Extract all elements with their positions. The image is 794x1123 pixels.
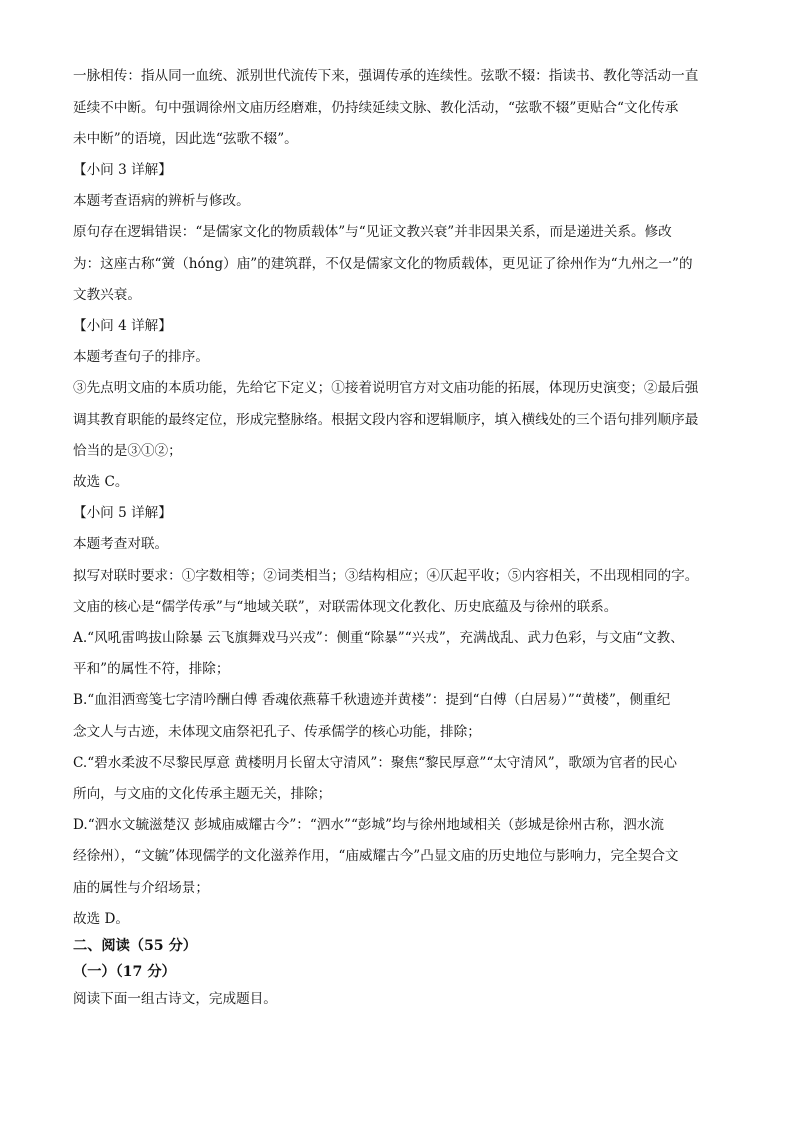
text-line: D.“泗水文毓滋楚汉 彭城庙威耀古今”：“泗水”“彭城”均与徐州地域相关（彭城是徐州古称，泗水流 (73, 817, 664, 833)
text-line: 故选 C。 (73, 474, 129, 490)
text-line: ③先点明文庙的本质功能，先给它下定义；①接着说明官方对文庙功能的拓展，体现历史演变；②最后强 (73, 380, 699, 396)
sub-question-heading: 【小问 4 详解】 (73, 318, 172, 334)
text-line: 恰当的是③①②； (73, 443, 182, 459)
text-line: 本题考查对联。 (73, 536, 169, 552)
text-line: 原句存在逻辑错误：“是儒家文化的物质载体”与“见证文教兴衰”并非因果关系，而是递进关系。修改 (73, 224, 672, 240)
text-line: 念文人与古迹，未体现文庙祭祀孔子、传承儒学的核心功能，排除； (73, 724, 481, 740)
text-line: 文教兴衰。 (73, 287, 141, 303)
sub-section-heading: （一）（17 分） (73, 964, 176, 980)
text-line: A.“风吼雷鸣拔山除暴 云飞旗舞戏马兴戎”：侧重“除暴”“兴戎”，充满战乱、武力色彩，与文庙“文教、 (73, 630, 684, 646)
text-line: 一脉相传：指从同一血统、派别世代流传下来，强调传承的连续性。弦歌不辍：指读书、教化等活动一直 (73, 68, 699, 84)
text-line: 为：这座古称“黉（hóng）庙”的建筑群，不仅是儒家文化的物质载体，更见证了徐州作为“九州之一”的 (73, 256, 693, 272)
text-line: 平和”的属性不符，排除； (73, 661, 230, 677)
text-line: 本题考查语病的辨析与修改。 (73, 193, 250, 209)
text-line: 未中断”的语境，因此选“弦歌不辍”。 (73, 131, 298, 147)
text-line: 所向，与文庙的文化传承主题无关，排除； (73, 786, 332, 802)
text-line: 延续不中断。句中强调徐州文庙历经磨难，仍持续延续文脉、教化活动，“弦歌不辍”更贴合“文化传承 (73, 100, 679, 116)
text-line: 庙的属性与介绍场景； (73, 880, 209, 896)
section-heading: 二、阅读（55 分） (73, 938, 197, 954)
text-line: B.“血泪洒鸾笺七字清吟酬白傅 香魂依燕幕千秋遗迹并黄楼”：提到“白傅（白居易）”“黄楼”，侧重纪 (73, 692, 671, 708)
text-line: 文庙的核心是“儒学传承”与“地域关联”，对联需体现文化教化、历史底蕴及与徐州的联系。 (73, 599, 618, 615)
text-line: 经徐州），“文毓”体现儒学的文化滋养作用，“庙威耀古今”凸显文庙的历史地位与影响力，完全契合文 (73, 848, 679, 864)
instruction-text: 阅读下面一组古诗文，完成题目。 (73, 991, 277, 1007)
sub-question-heading: 【小问 5 详解】 (73, 505, 172, 521)
text-line: C.“碧水柔波不尽黎民厚意 黄楼明月长留太守清风”：聚焦“黎民厚意”“太守清风”，歌颂为官者的民心 (73, 755, 678, 771)
text-line: 调其教育职能的最终定位，形成完整脉络。根据文段内容和逻辑顺序，填入横线处的三个语句排列顺序最 (73, 412, 699, 428)
text-line: 本题考查句子的排序。 (73, 349, 209, 365)
text-line: 拟写对联时要求：①字数相等；②词类相当；③结构相应；④仄起平收；⑤内容相关，不出现相同的字。 (73, 568, 699, 584)
text-line: 故选 D。 (73, 911, 130, 927)
sub-question-heading: 【小问 3 详解】 (73, 162, 172, 178)
